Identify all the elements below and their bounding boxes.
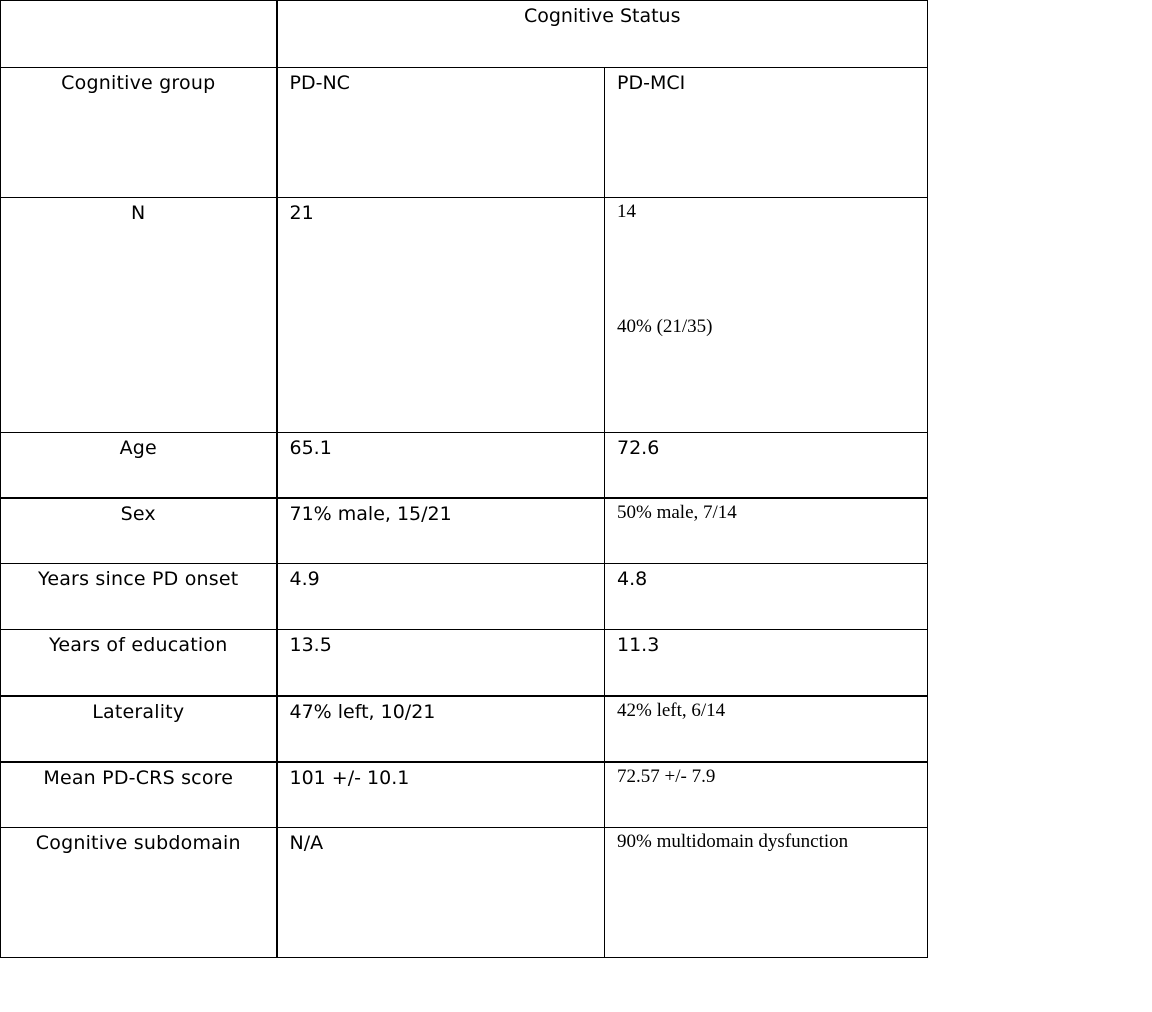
age-pd-mci-value: 72.6 [605, 433, 928, 498]
row-label-laterality: Laterality [1, 696, 277, 762]
subdomain-pd-nc-value: N/A [277, 828, 605, 958]
sex-pd-nc-value: 71% male, 15/21 [277, 498, 605, 564]
table-row [1, 696, 928, 762]
row-label-mean-pd-crs: Mean PD-CRS score [1, 762, 277, 828]
laterality-pd-mci-value: 42% left, 6/14 [605, 696, 928, 762]
row-label-years-of-education: Years of education [1, 630, 277, 696]
cognitive-status-header: Cognitive Status [277, 1, 928, 68]
header-row [1, 1, 928, 68]
education-pd-mci-value: 11.3 [605, 630, 928, 696]
row-label-sex: Sex [1, 498, 277, 564]
n-pd-mci-value: 14 [617, 201, 636, 222]
table-row [1, 762, 928, 828]
table-row [1, 68, 928, 198]
age-pd-nc-value: 65.1 [277, 433, 605, 498]
row-label-cognitive-subdomain: Cognitive subdomain [1, 828, 277, 958]
n-pd-nc-value: 21 [277, 198, 605, 433]
n-pd-mci-percentage: 40% (21/35) [617, 316, 713, 337]
education-pd-nc-value: 13.5 [277, 630, 605, 696]
n-pd-mci-cell [605, 198, 928, 433]
table-row [1, 198, 928, 433]
pd-mci-column-header: PD-MCI [605, 68, 928, 198]
row-label-cognitive-group: Cognitive group [1, 68, 277, 198]
onset-pd-mci-value: 4.8 [605, 564, 928, 630]
table-row [1, 564, 928, 630]
table-row [1, 828, 928, 958]
pd-crs-pd-nc-value: 101 +/- 10.1 [277, 762, 605, 828]
row-label-years-since-onset: Years since PD onset [1, 564, 277, 630]
table-row [1, 433, 928, 498]
laterality-pd-nc-value: 47% left, 10/21 [277, 696, 605, 762]
sex-pd-mci-value: 50% male, 7/14 [605, 498, 928, 564]
header-corner-cell [1, 1, 277, 68]
table-row [1, 630, 928, 696]
pd-crs-pd-mci-value: 72.57 +/- 7.9 [605, 762, 928, 828]
row-label-n: N [1, 198, 277, 433]
onset-pd-nc-value: 4.9 [277, 564, 605, 630]
pd-nc-column-header: PD-NC [277, 68, 605, 198]
table-row [1, 498, 928, 564]
row-label-age: Age [1, 433, 277, 498]
subdomain-pd-mci-value: 90% multidomain dysfunction [605, 828, 928, 958]
